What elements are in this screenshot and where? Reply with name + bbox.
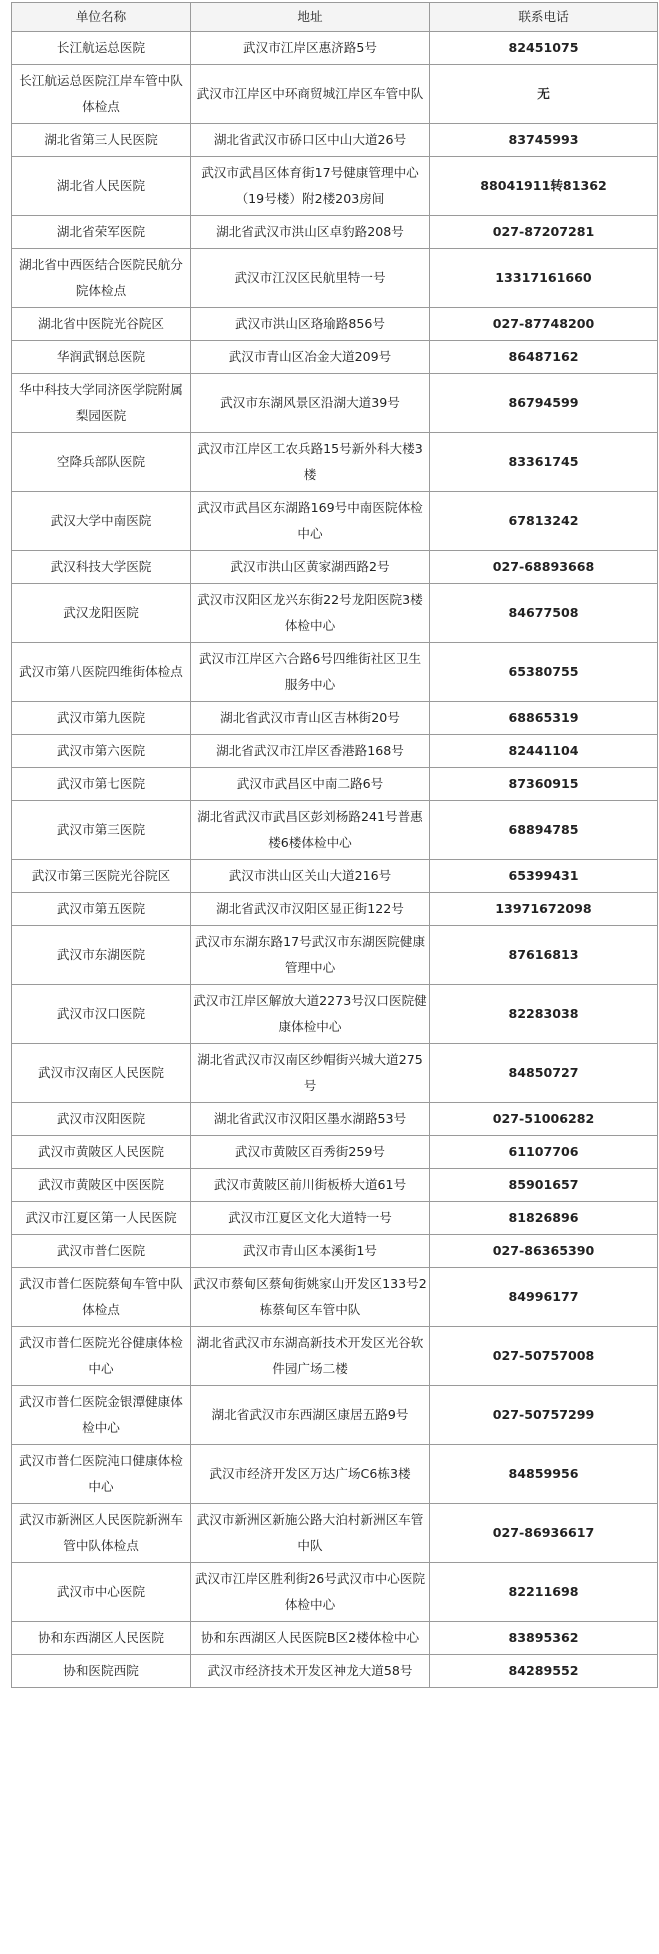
cell-address: 武汉市江岸区胜利街26号武汉市中心医院体检中心 [191,1563,430,1622]
table-row [12,893,658,926]
cell-unit-name: 武汉市黄陂区中医医院 [12,1169,191,1202]
cell-phone: 61107706 [430,1136,658,1169]
cell-address: 湖北省武汉市洪山区卓豹路208号 [191,216,430,249]
cell-unit-name: 武汉市江夏区第一人民医院 [12,1202,191,1235]
cell-phone: 13971672098 [430,893,658,926]
table-row [12,124,658,157]
cell-phone: 84677508 [430,584,658,643]
cell-unit-name: 湖北省人民医院 [12,157,191,216]
cell-address: 湖北省武汉市汉南区纱帽街兴城大道275号 [191,1044,430,1103]
cell-unit-name: 华中科技大学同济医学院附属梨园医院 [12,374,191,433]
cell-unit-name: 武汉市汉阳医院 [12,1103,191,1136]
cell-address: 湖北省武汉市武昌区彭刘杨路241号普惠楼6楼体检中心 [191,801,430,860]
header-name: 单位名称 [12,3,191,32]
table-row [12,1327,658,1386]
cell-phone: 027-50757008 [430,1327,658,1386]
table-row [12,1563,658,1622]
cell-phone: 027-87207281 [430,216,658,249]
cell-address: 武汉市江岸区惠济路5号 [191,32,430,65]
cell-address: 武汉市江岸区工农兵路15号新外科大楼3楼 [191,433,430,492]
cell-phone: 87616813 [430,926,658,985]
table-row [12,308,658,341]
cell-unit-name: 武汉市第八医院四维街体检点 [12,643,191,702]
table-row [12,1445,658,1504]
cell-phone: 027-68893668 [430,551,658,584]
cell-unit-name: 武汉市第三医院光谷院区 [12,860,191,893]
table-row [12,768,658,801]
table-row [12,1655,658,1688]
cell-unit-name: 武汉市新洲区人民医院新洲车管中队体检点 [12,1504,191,1563]
cell-phone: 82451075 [430,32,658,65]
cell-phone: 84850727 [430,1044,658,1103]
cell-phone: 84996177 [430,1268,658,1327]
cell-address: 武汉市洪山区关山大道216号 [191,860,430,893]
cell-address: 武汉市江岸区解放大道2273号汉口医院健康体检中心 [191,985,430,1044]
cell-address: 武汉市黄陂区百秀街259号 [191,1136,430,1169]
cell-phone: 81826896 [430,1202,658,1235]
cell-address: 武汉市青山区冶金大道209号 [191,341,430,374]
hospital-table [11,2,658,1688]
cell-address: 武汉市武昌区体育街17号健康管理中心（19号楼）附2楼203房间 [191,157,430,216]
table-row [12,1136,658,1169]
cell-address: 湖北省武汉市青山区吉林街20号 [191,702,430,735]
cell-address: 武汉市新洲区新施公路大泊村新洲区车管中队 [191,1504,430,1563]
cell-phone: 67813242 [430,492,658,551]
cell-phone: 86794599 [430,374,658,433]
cell-unit-name: 武汉市汉南区人民医院 [12,1044,191,1103]
cell-address: 湖北省武汉市东西湖区康居五路9号 [191,1386,430,1445]
table-row [12,249,658,308]
table-header-row [12,3,658,32]
table-row [12,801,658,860]
table-row [12,32,658,65]
cell-unit-name: 武汉市第五医院 [12,893,191,926]
cell-unit-name: 武汉龙阳医院 [12,584,191,643]
cell-unit-name: 湖北省中医院光谷院区 [12,308,191,341]
cell-phone: 82283038 [430,985,658,1044]
cell-address: 武汉市黄陂区前川街板桥大道61号 [191,1169,430,1202]
cell-unit-name: 武汉市第三医院 [12,801,191,860]
cell-address: 武汉市武昌区中南二路6号 [191,768,430,801]
header-address: 地址 [191,3,430,32]
cell-address: 协和东西湖区人民医院B区2楼体检中心 [191,1622,430,1655]
cell-address: 武汉市江岸区六合路6号四维街社区卫生服务中心 [191,643,430,702]
cell-unit-name: 武汉市黄陂区人民医院 [12,1136,191,1169]
cell-phone: 88041911转81362 [430,157,658,216]
table-row [12,926,658,985]
cell-address: 湖北省武汉市汉阳区显正街122号 [191,893,430,926]
cell-phone: 84289552 [430,1655,658,1688]
cell-phone: 82441104 [430,735,658,768]
cell-phone: 68894785 [430,801,658,860]
cell-unit-name: 武汉市第七医院 [12,768,191,801]
table-row [12,985,658,1044]
cell-address: 武汉市江汉区民航里特一号 [191,249,430,308]
cell-unit-name: 湖北省荣军医院 [12,216,191,249]
cell-unit-name: 协和医院西院 [12,1655,191,1688]
table-row [12,551,658,584]
cell-address: 武汉市江岸区中环商贸城江岸区车管中队 [191,65,430,124]
cell-address: 武汉市东湖东路17号武汉市东湖医院健康管理中心 [191,926,430,985]
table-row [12,65,658,124]
cell-phone: 13317161660 [430,249,658,308]
cell-address: 武汉市青山区本溪街1号 [191,1235,430,1268]
table-row [12,1202,658,1235]
cell-unit-name: 协和东西湖区人民医院 [12,1622,191,1655]
cell-address: 湖北省武汉市江岸区香港路168号 [191,735,430,768]
table-row [12,216,658,249]
cell-unit-name: 湖北省第三人民医院 [12,124,191,157]
cell-unit-name: 武汉市汉口医院 [12,985,191,1044]
table-row [12,1622,658,1655]
cell-phone: 65399431 [430,860,658,893]
table-row [12,702,658,735]
cell-phone: 87360915 [430,768,658,801]
table-row [12,433,658,492]
cell-phone: 68865319 [430,702,658,735]
cell-phone: 83361745 [430,433,658,492]
cell-address: 湖北省武汉市汉阳区墨水湖路53号 [191,1103,430,1136]
table-row [12,341,658,374]
cell-unit-name: 武汉市普仁医院蔡甸车管中队体检点 [12,1268,191,1327]
table-row [12,860,658,893]
cell-phone: 027-86936617 [430,1504,658,1563]
cell-phone: 027-51006282 [430,1103,658,1136]
cell-phone: 65380755 [430,643,658,702]
cell-unit-name: 湖北省中西医结合医院民航分院体检点 [12,249,191,308]
cell-unit-name: 武汉市普仁医院 [12,1235,191,1268]
cell-phone: 85901657 [430,1169,658,1202]
cell-phone: 无 [430,65,658,124]
cell-unit-name: 空降兵部队医院 [12,433,191,492]
table-row [12,1268,658,1327]
cell-unit-name: 武汉市第九医院 [12,702,191,735]
table-row [12,1044,658,1103]
cell-address: 武汉市东湖风景区沿湖大道39号 [191,374,430,433]
table-row [12,643,658,702]
cell-unit-name: 武汉市普仁医院沌口健康体检中心 [12,1445,191,1504]
cell-address: 武汉市蔡甸区蔡甸街姚家山开发区133号2栋蔡甸区车管中队 [191,1268,430,1327]
cell-phone: 83895362 [430,1622,658,1655]
table-row [12,1504,658,1563]
cell-phone: 027-87748200 [430,308,658,341]
cell-unit-name: 武汉市普仁医院金银潭健康体检中心 [12,1386,191,1445]
cell-unit-name: 长江航运总医院江岸车管中队体检点 [12,65,191,124]
table-row [12,492,658,551]
cell-phone: 027-50757299 [430,1386,658,1445]
cell-address: 武汉市汉阳区龙兴东街22号龙阳医院3楼体检中心 [191,584,430,643]
cell-address: 武汉市洪山区珞瑜路856号 [191,308,430,341]
cell-address: 武汉市洪山区黄家湖西路2号 [191,551,430,584]
cell-address: 武汉市江夏区文化大道特一号 [191,1202,430,1235]
table-row [12,1386,658,1445]
cell-phone: 027-86365390 [430,1235,658,1268]
cell-unit-name: 武汉市中心医院 [12,1563,191,1622]
table-row [12,1103,658,1136]
table-row [12,157,658,216]
header-phone: 联系电话 [430,3,658,32]
table-row [12,735,658,768]
table-row [12,1235,658,1268]
cell-unit-name: 武汉市普仁医院光谷健康体检中心 [12,1327,191,1386]
table-row [12,1169,658,1202]
table-row [12,374,658,433]
cell-unit-name: 武汉市第六医院 [12,735,191,768]
cell-address: 武汉市武昌区东湖路169号中南医院体检中心 [191,492,430,551]
cell-address: 湖北省武汉市硚口区中山大道26号 [191,124,430,157]
cell-phone: 84859956 [430,1445,658,1504]
cell-unit-name: 武汉大学中南医院 [12,492,191,551]
cell-phone: 83745993 [430,124,658,157]
table-row [12,584,658,643]
cell-phone: 82211698 [430,1563,658,1622]
cell-unit-name: 长江航运总医院 [12,32,191,65]
cell-address: 武汉市经济开发区万达广场C6栋3楼 [191,1445,430,1504]
cell-unit-name: 武汉科技大学医院 [12,551,191,584]
cell-unit-name: 武汉市东湖医院 [12,926,191,985]
cell-address: 湖北省武汉市东湖高新技术开发区光谷软件园广场二楼 [191,1327,430,1386]
cell-address: 武汉市经济技术开发区神龙大道58号 [191,1655,430,1688]
cell-unit-name: 华润武钢总医院 [12,341,191,374]
cell-phone: 86487162 [430,341,658,374]
